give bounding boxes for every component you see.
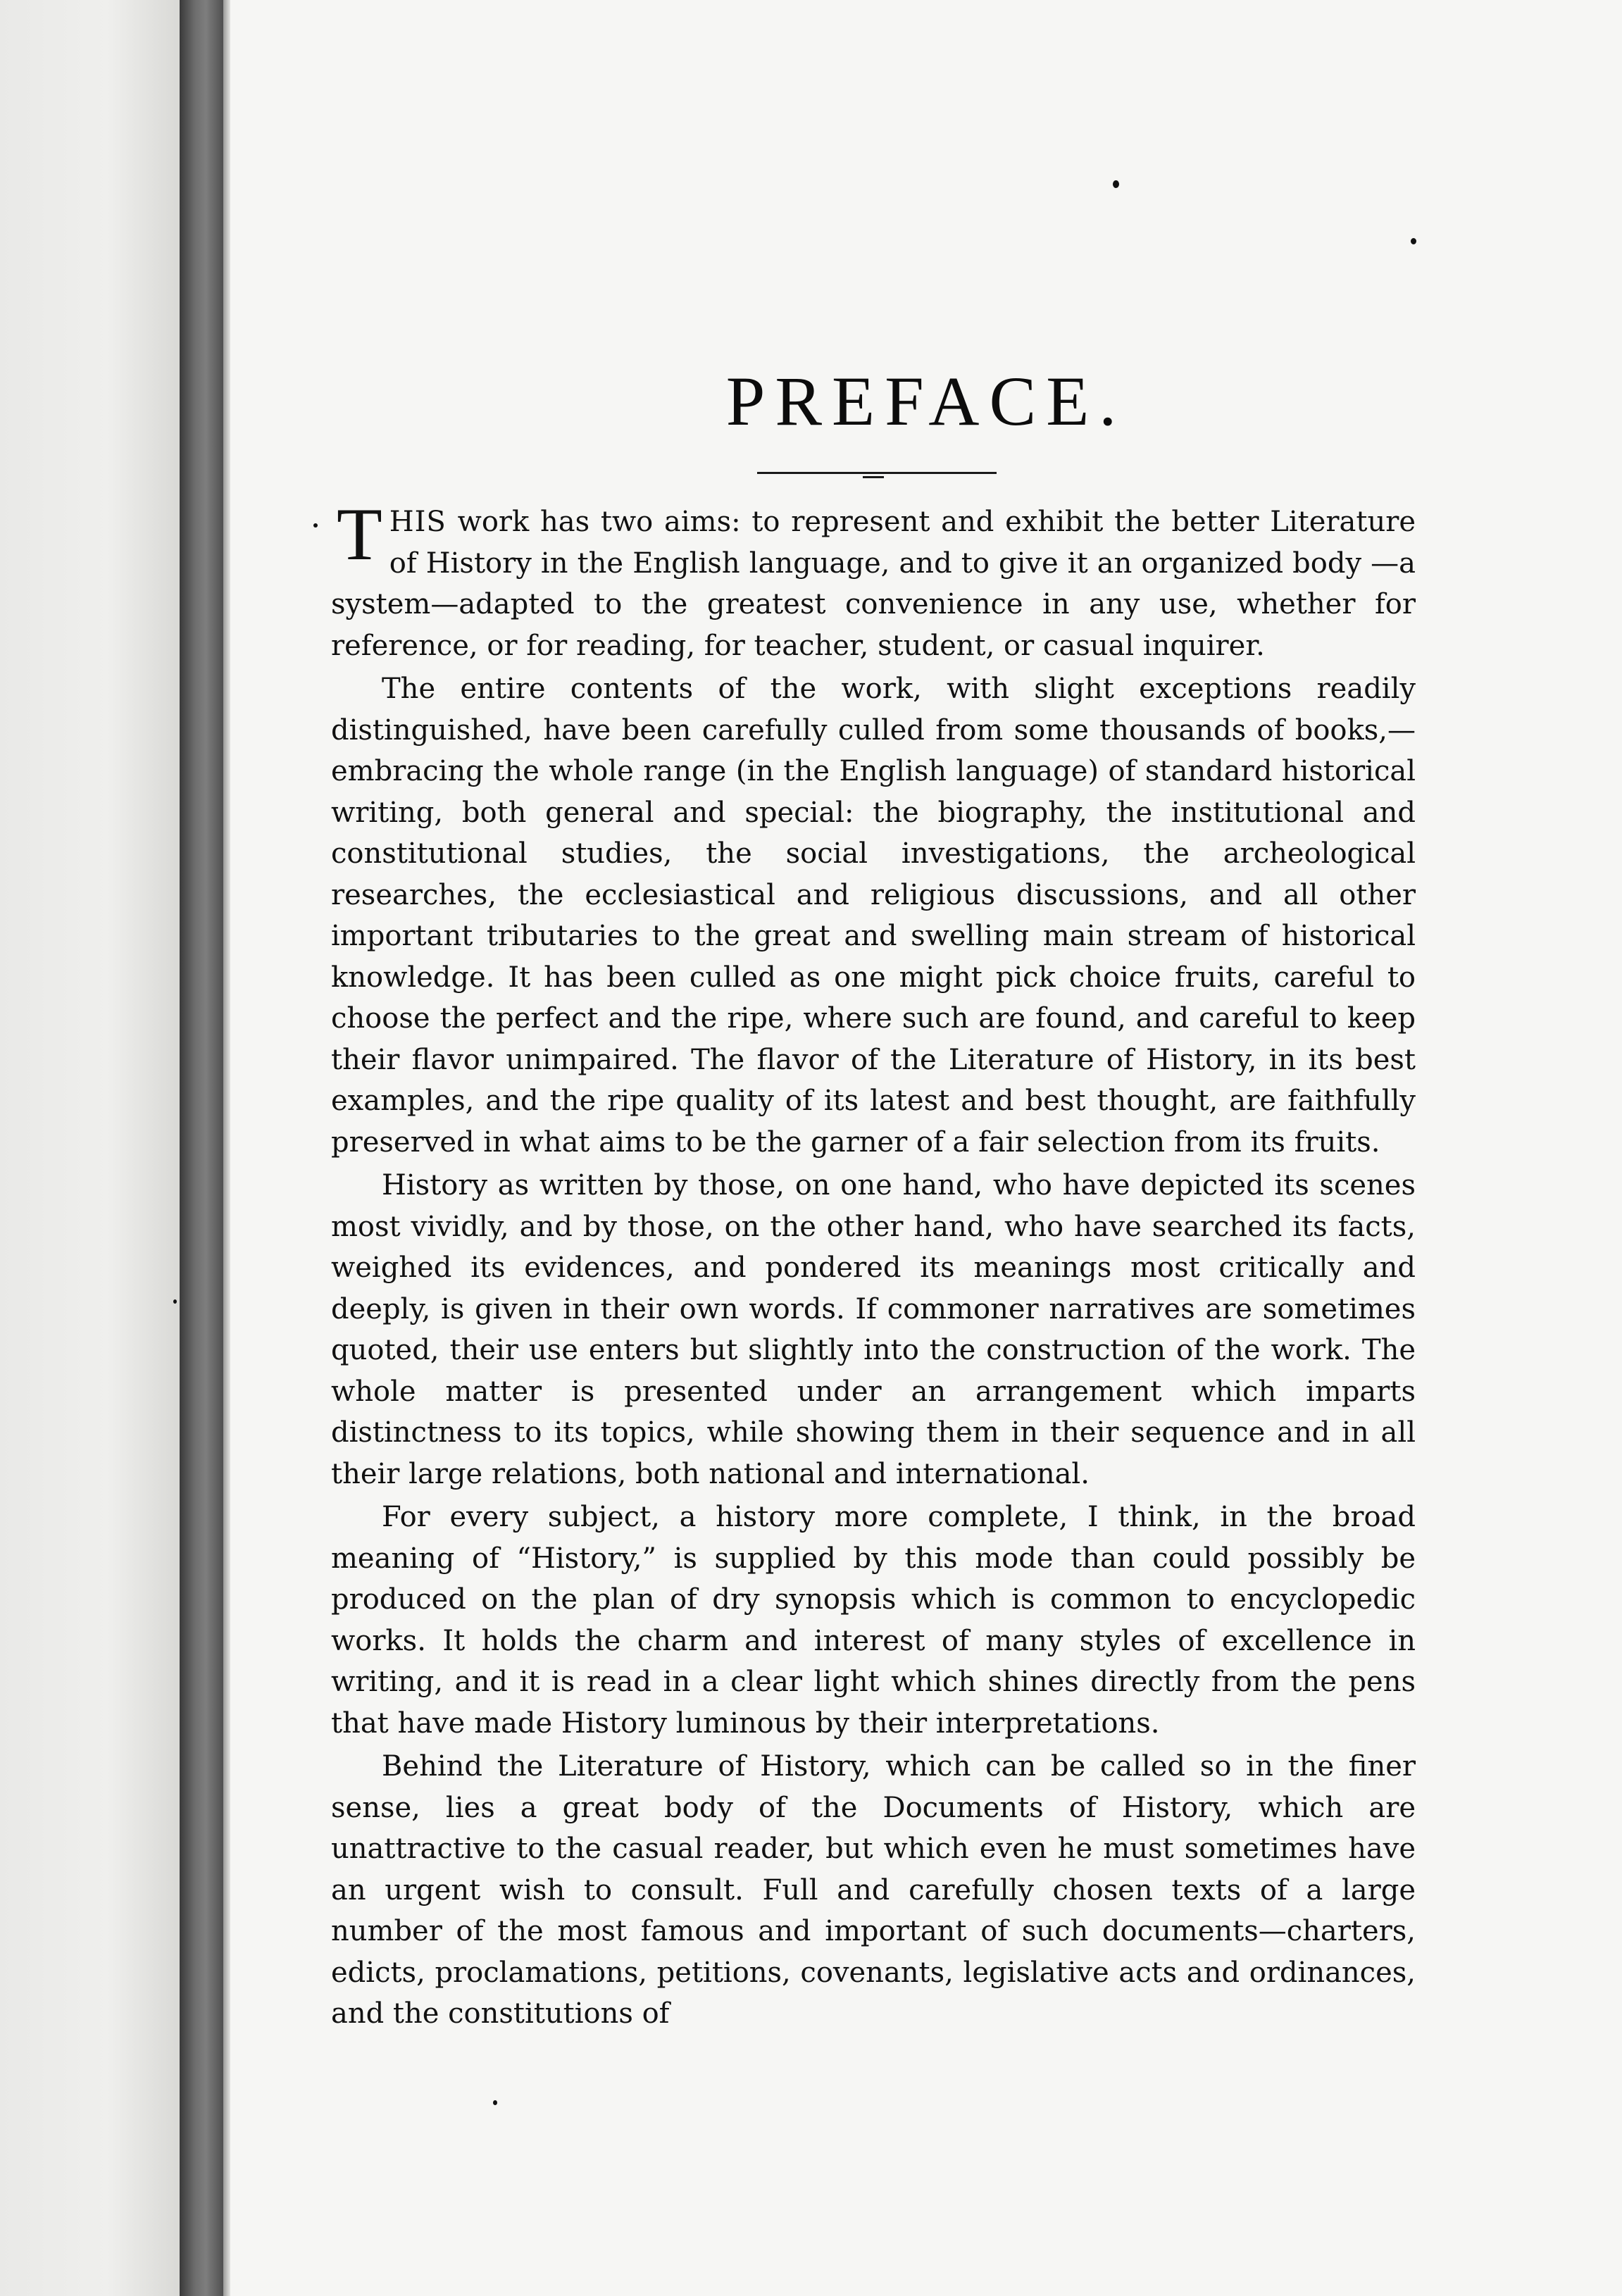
page-title: PREFACE. — [725, 362, 1127, 440]
ink-speck — [1113, 180, 1119, 188]
drop-cap: T — [337, 493, 382, 575]
left-margin — [0, 0, 180, 2296]
paragraph-1-text: work has two aims: to represent and exhibit the better Literature of History in the English language, and to give it an organized body —a system—adapted to the greatest convenience in any use, whether for reference, or for reading, for teacher, student, or casual inquirer. — [331, 506, 1416, 662]
ink-speck — [173, 1299, 177, 1304]
book-binding-strip — [180, 0, 223, 2296]
title-divider — [757, 472, 997, 474]
paragraph-4: For every subject, a history more complete, I think, in the broad meaning of “History,” is supplied by this mode than could possibly be produced on the plan of dry synopsis which is common to encyclopedic works. It holds the charm and interest of many styles of excellence in writing, and it is read in a clear light which shines directly from the pens that have made History luminous by their interpretations. — [331, 1501, 1416, 1740]
paragraph-1 — [331, 493, 1416, 666]
page-edge — [223, 0, 230, 2296]
preface-body — [331, 493, 1416, 2037]
first-word-lead: HIS — [389, 506, 447, 538]
ink-speck — [493, 2100, 497, 2105]
paragraph-2: The entire contents of the work, with slight exceptions readily distinguished, have been carefully culled from some thousands of books,—embracing the whole range (in the English language) of standard historical writing, both general and special: the biography, the institutional and constitutional studies, the social investigations, the archeological researches, the ecclesiastical and religious discussions, and all other important tributaries to the great and swelling main stream of historical knowledge. It has been culled as one might pick choice fruits, careful to choose the perfect and the ripe, where such are found, and careful to keep their flavor unimpaired. The flavor of the Literature of History, in its best examples, and the ripe quality of its latest and best thought, are faithfully preserved in what aims to be the garner of a fair selection from its fruits. — [331, 673, 1416, 1159]
ink-speck — [313, 523, 318, 528]
paragraph-5: Behind the Literature of History, which can be called so in the finer sense, lies a great body of the Documents of History, which are unattractive to the casual reader, but which even he must sometimes have an urgent wish to consult. Full and carefully chosen texts of a large number of the most famous and important of such documents—charters, edicts, proclamations, petitions, covenants, legislative acts and ordinances, and the constitutions of — [331, 1750, 1416, 2030]
ink-speck — [1411, 238, 1416, 244]
paragraph-3: History as written by those, on one hand, who have depicted its scenes most vividly, and by those, on the other hand, who have searched its facts, weighed its evidences, and pondered its meanings most critically and deeply, is given in their own words. If commoner narratives are sometimes quoted, their use enters but slightly into the construction of the work. The whole matter is presented under an arrangement which imparts distinctness to its topics, while showing them in their sequence and in all their large relations, both national and international. — [331, 1169, 1416, 1490]
